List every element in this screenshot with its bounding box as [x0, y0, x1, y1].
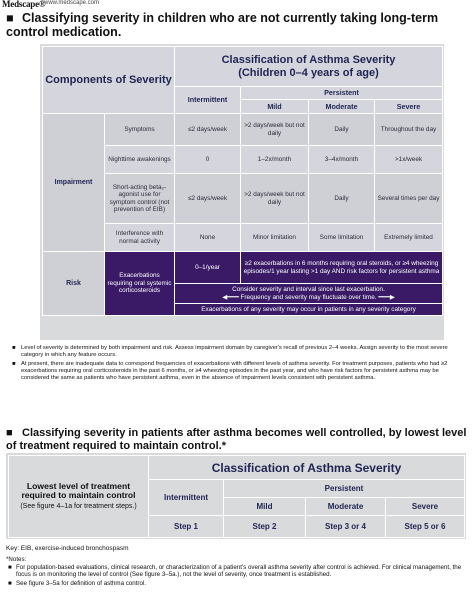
col-mild-2: Mild [224, 498, 306, 516]
persistent-header: Persistent [241, 87, 443, 100]
col-severe: Severe [375, 100, 443, 114]
components-header: Components of Severity [43, 47, 175, 114]
cell: ≤2 days/week [175, 174, 241, 224]
section2-title: ■ Classifying severity in patients after asthma becomes well controlled, by lowest level of treatment required to maintain control.* [6, 427, 467, 452]
col-intermittent-2: Intermittent [149, 480, 224, 516]
medscape-logo: Medscape® [2, 0, 46, 9]
note-item: ■ At present, there are inadequate data to correspond frequencies of exacerbations with different levels of asthma severity. For treatment purposes, patients who had ≥2 exacerbations requiring oral corticosteroids in the past 6 months, or ≥4 wheezing episodes in the past year, and who have risk factors for persistent asthma may be considered the same as patients who have persistent asthma, even in the absence of impairment levels consistent with persistent asthma. [12, 361, 448, 381]
impairment-label: Impairment [43, 114, 105, 252]
footnote-item: ■ See figure 3–5a for definition of asthma control. [8, 579, 147, 587]
cell: >2 days/week but not daily [241, 174, 309, 224]
col-moderate-2: Moderate [306, 498, 386, 516]
classification-header-2: Classification of Asthma Severity [149, 456, 465, 480]
cell: Some limitation [309, 224, 375, 252]
step-cell: Step 1 [149, 516, 224, 538]
arrow-left-icon: ◀━━━ [222, 293, 239, 301]
cell: Several times per day [375, 174, 443, 224]
cell: >2 days/week but not daily [241, 114, 309, 146]
risk-note-fluctuate: Consider severity and interval since last exacerbation. ◀━━━ Frequency and severity may fluctuate over time. ━━━▶ [175, 284, 443, 304]
cell: >1x/week [375, 146, 443, 174]
severity-table-children [42, 46, 443, 316]
footnotes [6, 556, 468, 588]
cell: Daily [309, 114, 375, 146]
section1-title: ■ Classifying severity in children who are not currently taking long-term control medication. [6, 11, 439, 39]
lowest-treatment-label: Lowest level of treatment required to maintain control (See figure 4–1a for treatment steps.) [9, 456, 149, 538]
cell: 3–4x/month [309, 146, 375, 174]
persistent-header-2: Persistent [224, 480, 465, 498]
severity-table-controlled [8, 455, 465, 538]
site-url[interactable]: www.medscape.com [44, 0, 100, 6]
row-label: Nighttime awakenings [105, 146, 175, 174]
step-cell: Step 5 or 6 [386, 516, 465, 538]
header-bar [0, 0, 474, 9]
cell: Daily [309, 174, 375, 224]
footnote-item: ■ For population-based evaluations, clinical research, or characterization of a patient's overall asthma severity after control is achieved. For clinical management, the focus is on monitoring the level of control (See figure 3–5a.), not the level of severity, once treatment is established. [8, 564, 462, 579]
classification-header: Classification of Asthma Severity (Children 0–4 years of age) [175, 47, 443, 87]
risk-note-any-severity: Exacerbations of any severity may occur in patients in any severity category [175, 304, 443, 316]
cell: Minor limitation [241, 224, 309, 252]
row-label: Symptoms [105, 114, 175, 146]
cell: 0 [175, 146, 241, 174]
footnotes-title: *Notes: [6, 556, 27, 563]
risk-label: Risk [43, 252, 105, 316]
cell: None [175, 224, 241, 252]
col-severe-2: Severe [386, 498, 465, 516]
cell: Extremely limited [375, 224, 443, 252]
step-cell: Step 3 or 4 [306, 516, 386, 538]
cell: Throughout the day [375, 114, 443, 146]
arrow-right-icon: ━━━▶ [378, 293, 395, 301]
step-cell: Step 2 [224, 516, 306, 538]
risk-persistent: ≥2 exacerbations in 6 months requiring oral steroids, or ≥4 wheezing episodes/1 year lasting >1 day AND risk factors for persistent asthma [241, 252, 443, 284]
key-text: Key: EIB, exercise-induced bronchospasm [6, 545, 129, 552]
section1-notes [12, 345, 468, 384]
risk-row-label: Exacerbations requiring oral systemic corticosteroids [105, 252, 175, 316]
col-mild: Mild [241, 100, 309, 114]
col-moderate: Moderate [309, 100, 375, 114]
cell: ≤2 days/week [175, 114, 241, 146]
row-label: Short-acting beta₂-agonist use for symptom control (not prevention of EIB) [105, 174, 175, 224]
note-item: ■ Level of severity is determined by both impairment and risk. Assess impairment domain by caregiver's recall of previous 2–4 weeks. Assign severity to the most severe category in which any feature occurs. [12, 345, 448, 358]
risk-intermittent: 0–1/year [175, 252, 241, 284]
cell: 1–2x/month [241, 146, 309, 174]
row-label: Interference with normal activity [105, 224, 175, 252]
col-intermittent: Intermittent [175, 87, 241, 114]
